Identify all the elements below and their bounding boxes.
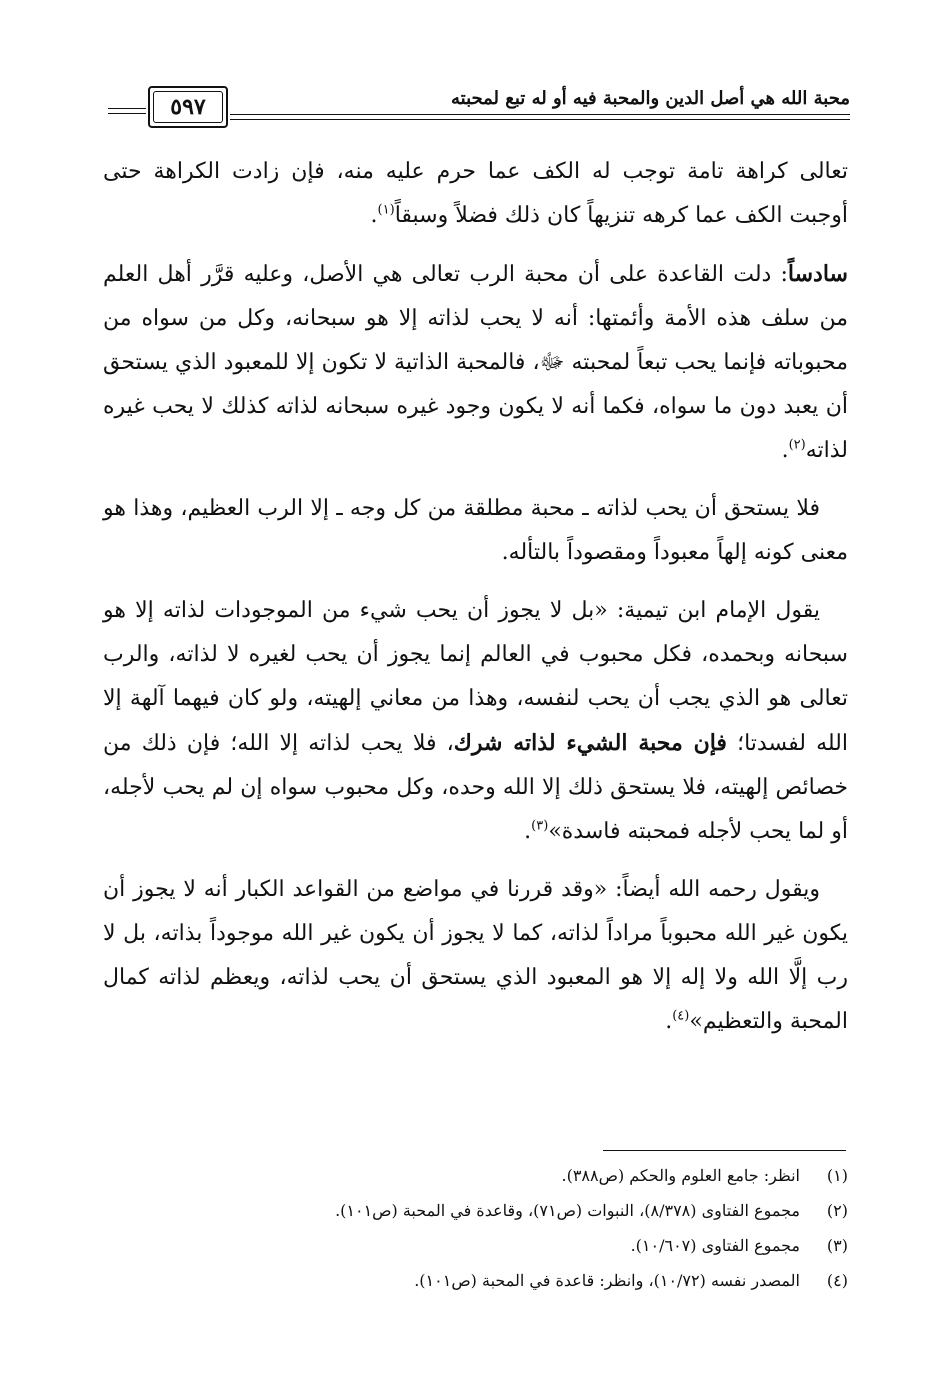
paragraph xyxy=(103,487,848,575)
footnotes xyxy=(103,1158,848,1298)
footnote-number: (٤) xyxy=(826,1271,848,1290)
paragraph xyxy=(103,589,848,854)
footnote xyxy=(103,1228,848,1263)
footnote xyxy=(103,1263,848,1298)
footnote-ref: (١) xyxy=(377,202,395,218)
footnote-text: مجموع الفتاوى (١٠/٦٠٧). xyxy=(630,1236,800,1255)
paragraph-text: تعالى كراهة تامة توجب له الكف عما حرم عليه منه، فإن زادت الكراهة حتى أوجبت الكف عما كرهه تنزيهاً كان ذلك فضلاً وسبقاً xyxy=(103,159,848,228)
footnote-text: المصدر نفسه (١٠/٧٢)، وانظر: قاعدة في المحبة (ص١٠١). xyxy=(414,1271,800,1290)
paragraph-text: ويقول رحمه الله أيضاً: «وقد قررنا في مواضع من القواعد الكبار أنه لا يجوز أن يكون غير الله محبوباً مراداً لذاته، كما لا يجوز أن يكون غير الله موجوداً بذاته، بل لا رب إلَّا الله ولا إله إلا هو المعبود الذي يستحق أن يحب لذاته، ويعظم لذاته كمال المحبة والتعظيم» xyxy=(103,877,848,1034)
header-rule xyxy=(108,113,146,114)
paragraph xyxy=(103,868,848,1044)
emphasis-text: فإن محبة الشيء لذاته شرك xyxy=(453,730,727,756)
page-number: ٥٩٧ xyxy=(170,94,206,120)
paragraph-end: . xyxy=(665,1009,673,1034)
footnote-separator xyxy=(603,1150,846,1151)
header-rule xyxy=(108,108,146,109)
footnote-ref: (٣) xyxy=(531,818,549,834)
footnote xyxy=(103,1193,848,1228)
footnote-text: انظر: جامع العلوم والحكم (ص٣٨٨). xyxy=(561,1166,800,1185)
paragraph-text: يقول الإمام ابن تيمية: «بل لا يجوز أن يحب شيء من الموجودات لذاته إلا هو سبحانه وبحمده، فكل محبوب في العالم إنما يجوز أن يحب لغيره لا لذاته، والرب تعالى هو الذي يجب أن يحب لنفسه، وهذا من معاني إلهيته، ولو كان فيهما آلهة إلا الله لفسدتا؛ xyxy=(103,598,848,756)
header-rule xyxy=(230,114,850,115)
paragraph-end: . xyxy=(370,203,378,228)
footnote-number: (٣) xyxy=(826,1236,848,1255)
page-header xyxy=(102,86,850,132)
header-rule xyxy=(230,119,850,120)
footnote xyxy=(103,1158,848,1193)
paragraph-text: فلا يستحق أن يحب لذاته ـ محبة مطلقة من كل وجه ـ إلا الرب العظيم، وهذا هو معنى كونه إلهاً معبوداً ومقصوداً بالتأله. xyxy=(103,496,848,565)
footnote-number: (٢) xyxy=(826,1201,848,1220)
footnote-text: مجموع الفتاوى (٨/٣٧٨)، النبوات (ص٧١)، وقاعدة في المحبة (ص١٠١). xyxy=(335,1201,800,1220)
paragraph xyxy=(103,252,848,473)
running-title: محبة الله هي أصل الدين والمحبة فيه أو له تبع لمحبته xyxy=(450,88,850,109)
paragraph xyxy=(103,150,848,238)
paragraph-end: . xyxy=(524,819,532,844)
paragraph-text: ، فلا يحب لذاته إلا الله؛ فإن ذلك من خصائص إلهيته، فلا يستحق ذلك إلا الله وحده، وكل محبوب سواه إن لم يحب لأجله، أو لما يحب لأجله فمحبته فاسدة» xyxy=(103,731,848,844)
page-number-frame xyxy=(148,86,228,128)
section-lead: سادساً xyxy=(787,261,848,287)
footnote-number: (١) xyxy=(826,1166,848,1185)
footnote-ref: (٢) xyxy=(788,437,806,453)
paragraph-text: : دلت القاعدة على أن محبة الرب تعالى هي الأصل، وعليه قرَّر أهل العلم من سلف هذه الأمة وأئمتها: أنه لا يحب لذاته إلا هو سبحانه، وكل من سواه من محبوباته فإنما يحب تبعاً لمحبته ﷻ، فالمحبة الذاتية لا تكون إلا للمعبود الذي يستحق أن يعبد دون ما سواه، فكما أنه لا يكون وجود غيره سبحانه لذاته كذلك لا يحب غيره لذاته xyxy=(103,262,848,463)
paragraph-end: . xyxy=(781,438,789,463)
footnote-ref: (٤) xyxy=(672,1008,690,1024)
main-text xyxy=(103,150,848,1056)
